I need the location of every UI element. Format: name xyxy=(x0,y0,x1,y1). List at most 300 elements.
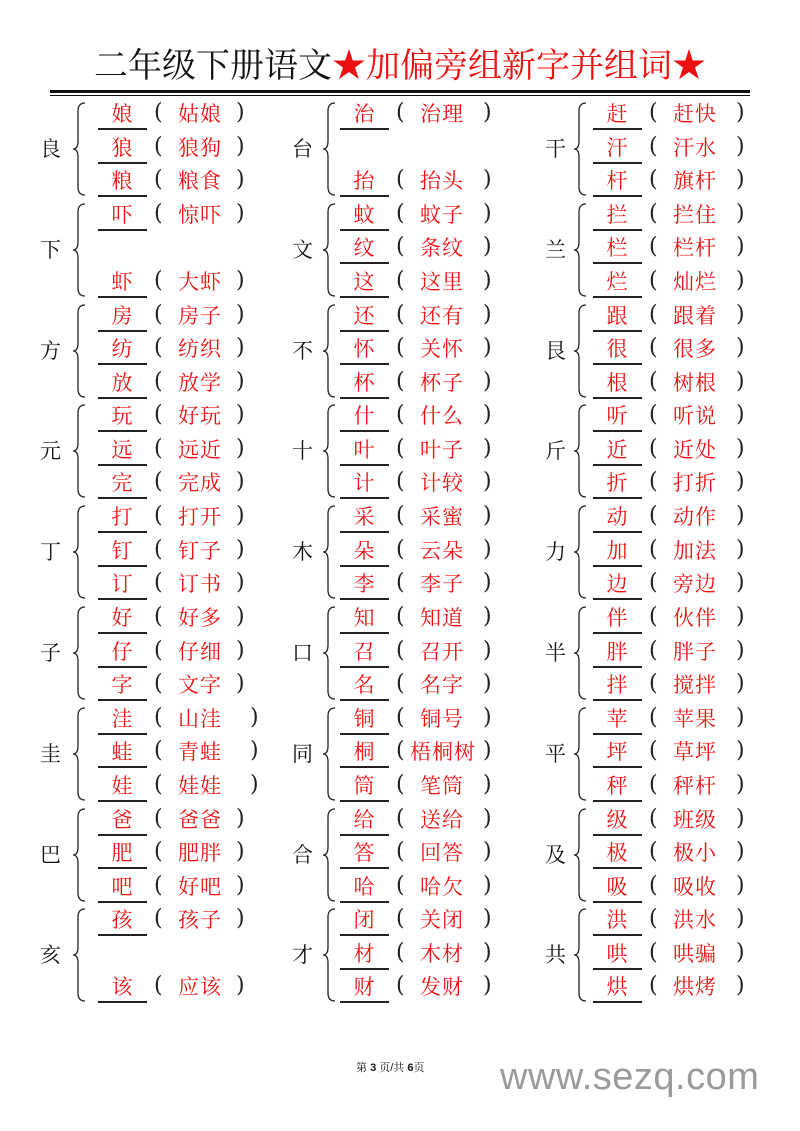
answer-underline xyxy=(593,1001,642,1003)
left-paren: ( xyxy=(649,604,658,629)
answer-word: 很多 xyxy=(673,337,717,362)
right-paren: ) xyxy=(483,872,492,898)
right-paren: ) xyxy=(736,805,745,831)
word-row xyxy=(593,735,800,768)
right-paren: ) xyxy=(236,503,245,529)
left-paren: ( xyxy=(154,570,163,596)
answer-char: 加 xyxy=(606,538,628,563)
answer-char: 知 xyxy=(353,606,375,630)
right-paren: ) xyxy=(483,637,492,663)
answer-char: 给 xyxy=(353,807,375,832)
left-paren: ( xyxy=(649,469,658,495)
left-paren: ( xyxy=(396,267,405,293)
left-paren: ( xyxy=(396,805,405,831)
radical-group xyxy=(0,500,800,600)
answer-word: 订书 xyxy=(178,572,222,597)
answer-char: 孩 xyxy=(111,908,133,933)
right-paren: ) xyxy=(736,167,745,192)
answer-char: 订 xyxy=(111,572,133,597)
left-paren: ( xyxy=(649,973,658,999)
answer-char: 纹 xyxy=(353,236,375,261)
answer-word: 大虾 xyxy=(178,269,222,294)
page-number xyxy=(356,1059,425,1075)
right-paren: ) xyxy=(483,469,492,495)
left-paren: ( xyxy=(154,267,163,293)
left-paren: ( xyxy=(396,973,405,999)
radical-char: 巴 xyxy=(40,842,61,867)
left-paren: ( xyxy=(396,771,405,797)
left-paren: ( xyxy=(154,872,163,898)
answer-char: 这 xyxy=(353,269,375,294)
answer-word: 山洼 xyxy=(178,706,222,731)
radical-char: 下 xyxy=(40,237,61,262)
radical-char: 元 xyxy=(40,439,61,464)
word-row xyxy=(593,265,800,298)
answer-char: 吧 xyxy=(111,874,133,899)
answer-char: 拌 xyxy=(606,673,628,697)
document-title xyxy=(0,44,800,88)
curly-brace-icon xyxy=(573,807,587,903)
radical-char: 半 xyxy=(545,641,566,665)
title-red-part: 加偏旁组新字并组词 xyxy=(366,46,672,86)
left-paren: ( xyxy=(154,100,163,125)
radical-group xyxy=(0,399,800,499)
answer-word: 叶子 xyxy=(420,437,464,462)
left-paren: ( xyxy=(154,671,163,696)
answer-word: 青蛙 xyxy=(178,740,222,765)
answer-char: 字 xyxy=(111,673,133,697)
curly-brace-icon xyxy=(573,605,587,701)
radical-char: 圭 xyxy=(40,741,61,766)
right-paren: ) xyxy=(236,335,245,361)
right-paren: ) xyxy=(736,738,745,764)
answer-word: 草坪 xyxy=(673,740,717,765)
word-row xyxy=(593,500,800,533)
left-paren: ( xyxy=(396,234,405,260)
answer-word: 伙伴 xyxy=(673,606,717,630)
left-paren: ( xyxy=(154,469,163,495)
answer-word: 近处 xyxy=(673,437,717,462)
answer-word: 搅拌 xyxy=(673,673,717,697)
answer-word: 李子 xyxy=(420,572,464,597)
right-paren: ) xyxy=(236,805,245,831)
right-paren: ) xyxy=(483,368,492,394)
answer-underline xyxy=(593,195,642,197)
answer-char: 粮 xyxy=(111,169,133,193)
answer-char: 洼 xyxy=(111,706,133,731)
answer-char: 抬 xyxy=(353,169,375,193)
radical-char: 兰 xyxy=(545,237,566,262)
answer-char: 蚊 xyxy=(353,202,375,227)
answer-word: 这里 xyxy=(420,269,464,294)
answer-word: 关怀 xyxy=(420,337,464,362)
answer-word: 胖子 xyxy=(673,639,717,664)
answer-char: 叶 xyxy=(353,437,375,462)
answer-char: 怀 xyxy=(353,337,375,362)
left-paren: ( xyxy=(396,167,405,192)
right-paren: ) xyxy=(236,906,245,932)
answer-word: 梧桐树 xyxy=(410,740,476,765)
answer-char: 该 xyxy=(111,975,133,1000)
word-row xyxy=(593,399,800,432)
radical-char: 台 xyxy=(292,137,313,161)
word-row xyxy=(593,231,800,264)
word-row xyxy=(593,803,800,836)
right-paren: ) xyxy=(483,704,492,730)
left-paren: ( xyxy=(649,301,658,327)
left-paren: ( xyxy=(154,771,163,797)
left-paren: ( xyxy=(649,872,658,898)
answer-word: 完成 xyxy=(178,471,222,496)
answer-char: 秤 xyxy=(606,773,628,798)
answer-word: 铜号 xyxy=(420,706,464,731)
answer-word: 回答 xyxy=(420,841,464,866)
right-paren: ) xyxy=(736,839,745,865)
answer-char: 召 xyxy=(353,639,375,664)
answer-word: 房子 xyxy=(178,303,222,328)
radical-char: 斤 xyxy=(545,439,566,464)
left-paren: ( xyxy=(649,839,658,865)
left-paren: ( xyxy=(154,604,163,629)
word-row xyxy=(593,131,800,164)
answer-word: 条纹 xyxy=(420,236,464,261)
left-paren: ( xyxy=(396,368,405,394)
answer-char: 钉 xyxy=(111,538,133,563)
curly-brace-icon xyxy=(573,504,587,600)
right-paren: ) xyxy=(483,402,492,428)
left-paren: ( xyxy=(396,637,405,663)
answer-char: 娃 xyxy=(111,773,133,798)
right-paren: ) xyxy=(236,402,245,428)
right-paren: ) xyxy=(483,771,492,797)
answer-word: 极小 xyxy=(673,841,717,866)
radical-char: 艮 xyxy=(545,338,566,363)
answer-word: 木材 xyxy=(420,941,464,966)
left-paren: ( xyxy=(396,200,405,226)
left-paren: ( xyxy=(154,973,163,999)
answer-char: 级 xyxy=(606,807,628,832)
answer-word: 文字 xyxy=(178,673,222,697)
right-paren: ) xyxy=(236,604,245,629)
answer-word: 娃娃 xyxy=(178,773,222,798)
right-paren: ) xyxy=(736,469,745,495)
word-row xyxy=(593,466,800,499)
left-paren: ( xyxy=(396,435,405,461)
radical-char: 同 xyxy=(292,741,313,766)
left-paren: ( xyxy=(649,100,658,125)
answer-word: 烘烤 xyxy=(673,975,717,1000)
answer-char: 苹 xyxy=(606,706,628,731)
answer-word: 肥胖 xyxy=(178,841,222,866)
left-paren: ( xyxy=(396,536,405,562)
answer-word: 采蜜 xyxy=(420,505,464,530)
left-paren: ( xyxy=(649,704,658,730)
left-paren: ( xyxy=(396,704,405,730)
star-icon: ★ xyxy=(672,46,706,86)
left-paren: ( xyxy=(649,939,658,965)
right-paren: ) xyxy=(736,234,745,260)
answer-word: 吸收 xyxy=(673,874,717,899)
left-paren: ( xyxy=(154,301,163,327)
answer-char: 仔 xyxy=(111,639,133,664)
radical-group xyxy=(0,903,800,1003)
answer-word: 蚊子 xyxy=(420,202,464,227)
answer-word: 树根 xyxy=(673,370,717,395)
title-black-part: 二年级下册语文 xyxy=(94,46,332,86)
answer-char: 打 xyxy=(111,505,133,530)
answer-char: 汗 xyxy=(606,135,628,160)
answer-char: 桐 xyxy=(353,740,375,765)
left-paren: ( xyxy=(154,200,163,226)
word-row xyxy=(593,769,800,802)
curly-brace-icon xyxy=(573,101,587,197)
answer-char: 杆 xyxy=(606,169,628,193)
right-paren: ) xyxy=(236,637,245,663)
left-paren: ( xyxy=(154,402,163,428)
right-paren: ) xyxy=(483,100,492,125)
word-row xyxy=(593,198,800,231)
answer-char: 财 xyxy=(353,975,375,1000)
answer-char: 哈 xyxy=(353,874,375,899)
left-paren: ( xyxy=(649,335,658,361)
title-rule-thin xyxy=(50,95,750,96)
answer-word: 好吧 xyxy=(178,874,222,899)
left-paren: ( xyxy=(154,133,163,159)
right-paren: ) xyxy=(736,704,745,730)
answer-char: 折 xyxy=(606,471,628,496)
answer-word: 什么 xyxy=(420,404,464,429)
word-row xyxy=(593,635,800,668)
answer-word: 狼狗 xyxy=(178,135,222,160)
answer-word: 姑娘 xyxy=(178,102,222,126)
left-paren: ( xyxy=(649,368,658,394)
left-paren: ( xyxy=(396,335,405,361)
left-paren: ( xyxy=(396,469,405,495)
radical-group xyxy=(0,198,800,298)
right-paren: ) xyxy=(250,704,259,730)
answer-char: 吸 xyxy=(606,874,628,899)
answer-char: 动 xyxy=(606,505,628,530)
right-paren: ) xyxy=(483,435,492,461)
right-paren: ) xyxy=(483,503,492,529)
answer-word: 听说 xyxy=(673,404,717,429)
answer-word: 秤杆 xyxy=(673,773,717,798)
answer-char: 远 xyxy=(111,437,133,462)
radical-char: 共 xyxy=(545,943,566,968)
left-paren: ( xyxy=(154,536,163,562)
answer-word: 跟着 xyxy=(673,303,717,328)
right-paren: ) xyxy=(236,973,245,999)
left-paren: ( xyxy=(396,872,405,898)
right-paren: ) xyxy=(736,771,745,797)
right-paren: ) xyxy=(236,671,245,696)
answer-word: 名字 xyxy=(420,673,464,697)
left-paren: ( xyxy=(154,839,163,865)
answer-char: 边 xyxy=(606,572,628,597)
answer-char: 什 xyxy=(353,404,375,429)
radical-char: 合 xyxy=(292,842,313,867)
answer-char: 肥 xyxy=(111,841,133,866)
answer-word: 打折 xyxy=(673,471,717,496)
right-paren: ) xyxy=(736,133,745,159)
left-paren: ( xyxy=(649,200,658,226)
radical-char: 平 xyxy=(545,741,566,766)
right-paren: ) xyxy=(483,671,492,696)
right-paren: ) xyxy=(736,267,745,293)
answer-char: 放 xyxy=(111,370,133,395)
word-row xyxy=(593,164,800,197)
answer-word: 哈欠 xyxy=(420,874,464,899)
word-row xyxy=(593,332,800,365)
answer-word: 粮食 xyxy=(178,169,222,193)
answer-char: 虾 xyxy=(111,269,133,294)
right-paren: ) xyxy=(483,570,492,596)
answer-char: 玩 xyxy=(111,404,133,429)
right-paren: ) xyxy=(236,133,245,159)
answer-word: 云朵 xyxy=(420,538,464,563)
answer-char: 名 xyxy=(353,673,375,697)
answer-char: 烂 xyxy=(606,269,628,294)
answer-underline xyxy=(593,497,642,499)
curly-brace-icon xyxy=(573,403,587,499)
answer-word: 应该 xyxy=(178,975,222,1000)
answer-word: 赶快 xyxy=(673,102,717,126)
radical-char: 子 xyxy=(40,641,61,665)
answer-char: 近 xyxy=(606,437,628,462)
right-paren: ) xyxy=(236,267,245,293)
radical-group xyxy=(0,702,800,802)
answer-char: 纺 xyxy=(111,337,133,362)
answer-char: 跟 xyxy=(606,303,628,328)
answer-char: 筒 xyxy=(353,773,375,798)
right-paren: ) xyxy=(250,738,259,764)
answer-word: 好多 xyxy=(178,606,222,630)
answer-word: 抬头 xyxy=(420,169,464,193)
left-paren: ( xyxy=(649,738,658,764)
right-paren: ) xyxy=(483,301,492,327)
right-paren: ) xyxy=(736,503,745,529)
answer-char: 拦 xyxy=(606,202,628,227)
left-paren: ( xyxy=(649,570,658,596)
word-row xyxy=(593,836,800,869)
right-paren: ) xyxy=(236,469,245,495)
radical-group xyxy=(0,601,800,701)
answer-word: 旗杆 xyxy=(673,169,717,193)
answer-word: 灿烂 xyxy=(673,269,717,294)
answer-word: 送给 xyxy=(420,807,464,832)
left-paren: ( xyxy=(154,704,163,730)
right-paren: ) xyxy=(736,570,745,596)
answer-char: 治 xyxy=(353,102,375,126)
right-paren: ) xyxy=(236,435,245,461)
word-row xyxy=(593,937,800,970)
left-paren: ( xyxy=(396,671,405,696)
page-current: 3 xyxy=(370,1062,377,1074)
right-paren: ) xyxy=(483,604,492,629)
left-paren: ( xyxy=(649,536,658,562)
left-paren: ( xyxy=(649,267,658,293)
right-paren: ) xyxy=(250,771,259,797)
left-paren: ( xyxy=(154,335,163,361)
answer-word: 好玩 xyxy=(178,404,222,429)
answer-word: 旁边 xyxy=(673,572,717,597)
right-paren: ) xyxy=(736,604,745,629)
left-paren: ( xyxy=(649,906,658,932)
answer-char: 洪 xyxy=(606,908,628,933)
answer-word: 发财 xyxy=(420,975,464,1000)
left-paren: ( xyxy=(154,435,163,461)
word-row xyxy=(593,970,800,1003)
radical-char: 方 xyxy=(40,338,61,363)
word-row xyxy=(593,433,800,466)
left-paren: ( xyxy=(649,435,658,461)
answer-underline xyxy=(593,800,642,802)
right-paren: ) xyxy=(736,368,745,394)
page-prefix: 第 xyxy=(356,1062,367,1074)
word-row xyxy=(593,601,800,634)
radical-char: 亥 xyxy=(40,943,61,968)
page-mid: 页/共 xyxy=(379,1062,405,1074)
answer-word: 纺织 xyxy=(178,337,222,362)
answer-char: 胖 xyxy=(606,639,628,664)
answer-char: 根 xyxy=(606,370,628,395)
radical-char: 丁 xyxy=(40,540,61,565)
answer-underline xyxy=(593,296,642,298)
right-paren: ) xyxy=(736,536,745,562)
right-paren: ) xyxy=(736,872,745,898)
answer-char: 计 xyxy=(353,471,375,496)
right-paren: ) xyxy=(483,973,492,999)
curly-brace-icon xyxy=(573,706,587,802)
radical-char: 十 xyxy=(292,439,313,464)
right-paren: ) xyxy=(736,637,745,663)
left-paren: ( xyxy=(396,906,405,932)
answer-underline xyxy=(593,901,642,903)
right-paren: ) xyxy=(483,738,492,764)
answer-char: 杯 xyxy=(353,370,375,395)
answer-char: 答 xyxy=(353,841,375,866)
answer-char: 铜 xyxy=(353,706,375,731)
left-paren: ( xyxy=(649,771,658,797)
right-paren: ) xyxy=(736,973,745,999)
answer-word: 动作 xyxy=(673,505,717,530)
left-paren: ( xyxy=(649,671,658,696)
right-paren: ) xyxy=(483,267,492,293)
right-paren: ) xyxy=(736,200,745,226)
right-paren: ) xyxy=(736,939,745,965)
left-paren: ( xyxy=(649,133,658,159)
answer-char: 完 xyxy=(111,471,133,496)
curly-brace-icon xyxy=(573,303,587,399)
right-paren: ) xyxy=(736,335,745,361)
answer-word: 计较 xyxy=(420,471,464,496)
right-paren: ) xyxy=(236,839,245,865)
left-paren: ( xyxy=(396,738,405,764)
word-row xyxy=(593,567,800,600)
left-paren: ( xyxy=(154,906,163,932)
answer-underline xyxy=(593,397,642,399)
right-paren: ) xyxy=(236,200,245,226)
radical-char: 力 xyxy=(545,540,566,565)
word-row xyxy=(593,366,800,399)
answer-word: 杯子 xyxy=(420,370,464,395)
right-paren: ) xyxy=(483,536,492,562)
answer-char: 还 xyxy=(353,303,375,328)
answer-char: 伴 xyxy=(606,606,628,630)
word-row xyxy=(593,97,800,130)
page-total: 6 xyxy=(407,1062,414,1074)
answer-word: 还有 xyxy=(420,303,464,328)
